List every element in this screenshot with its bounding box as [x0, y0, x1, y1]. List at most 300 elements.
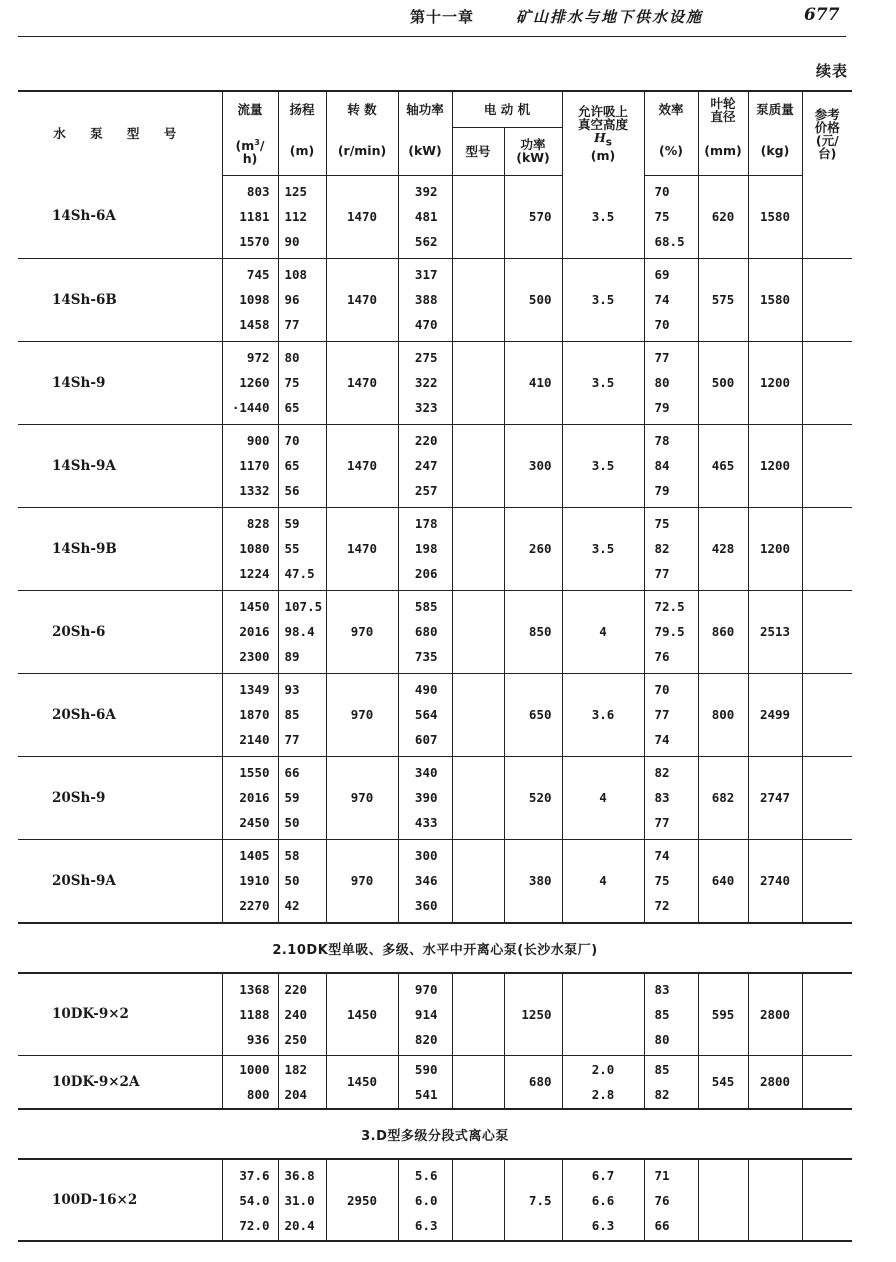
col-flow: 流量 — [222, 91, 278, 127]
suction-cell-value: 4 — [599, 873, 607, 889]
impeller-cell: 428 — [698, 507, 748, 590]
pump-spec-table — [18, 90, 852, 1242]
efficiency-cell — [644, 507, 698, 590]
suction-cell-value: 6.7 — [591, 1167, 615, 1183]
shaft-power-cell-value: 735 — [414, 649, 438, 664]
price-cell — [802, 424, 852, 507]
shaft-power-cell-value: 6.0 — [414, 1192, 438, 1208]
shaft-power-cell-value: 300 — [414, 848, 438, 864]
efficiency-cell-value: 84 — [654, 458, 670, 473]
speed-cell: 1470 — [326, 175, 398, 258]
flow-cell — [222, 507, 278, 590]
speed-cell: 970 — [326, 839, 398, 923]
motor-power-cell: 410 — [504, 341, 562, 424]
price-cell — [802, 341, 852, 424]
efficiency-cell — [644, 1159, 698, 1241]
head-cell — [278, 756, 326, 839]
efficiency-cell-value: 80 — [654, 1031, 670, 1047]
flow-cell — [222, 424, 278, 507]
head-cell-value: 80 — [284, 350, 300, 365]
flow-cell — [222, 175, 278, 258]
flow-cell-value: 1870 — [239, 707, 270, 722]
suction-cell-value: 2.8 — [591, 1086, 615, 1102]
suction-cell — [562, 424, 644, 507]
col-mass: 泵质量 — [748, 91, 802, 127]
head-cell — [278, 507, 326, 590]
flow-cell-value: 1188 — [239, 1006, 270, 1022]
head-cell-value: 50 — [284, 873, 300, 889]
flow-cell-value: 1000 — [239, 1061, 270, 1077]
flow-cell-value: 1080 — [239, 541, 270, 556]
head-cell-value: 107.5 — [284, 599, 323, 614]
price-cell — [802, 258, 852, 341]
shaft-power-cell-value: 220 — [414, 433, 438, 448]
impeller-line2: 直径 — [710, 108, 736, 124]
speed-cell: 970 — [326, 590, 398, 673]
head-cell-value: 77 — [284, 732, 300, 747]
speed-cell: 970 — [326, 756, 398, 839]
efficiency-cell-value: 74 — [654, 732, 670, 747]
head-cell-value: 36.8 — [284, 1167, 315, 1183]
mass-cell: 2740 — [748, 839, 802, 923]
page-number: 677 — [804, 5, 840, 25]
efficiency-cell-value: 71 — [654, 1167, 670, 1183]
efficiency-cell-value: 85 — [654, 1006, 670, 1022]
efficiency-cell — [644, 424, 698, 507]
motor-power-cell: 570 — [504, 175, 562, 258]
impeller-cell — [698, 1159, 748, 1241]
col-flow-unit — [222, 127, 278, 175]
suction-cell — [562, 839, 644, 923]
col-efficiency-unit: (%) — [644, 127, 698, 175]
shaft-power-cell-value: 275 — [414, 350, 438, 365]
table-row — [18, 756, 852, 839]
col-efficiency: 效率 — [644, 91, 698, 127]
table-row — [18, 1055, 852, 1109]
efficiency-cell — [644, 590, 698, 673]
speed-cell: 1470 — [326, 258, 398, 341]
section-title: 3.D型多级分段式离心泵 — [18, 1109, 852, 1159]
suction-cell-value: 3.6 — [591, 707, 615, 722]
flow-cell-value: 800 — [246, 1086, 270, 1102]
suction-line2: 真空高度 — [577, 116, 628, 132]
suction-cell — [562, 590, 644, 673]
head-cell-value: 65 — [284, 458, 300, 473]
flow-cell-value: 803 — [246, 184, 270, 199]
price-cell — [802, 590, 852, 673]
flow-cell-value: 828 — [246, 516, 270, 531]
efficiency-cell-value: 72.5 — [654, 599, 685, 614]
flow-cell-value: 1260 — [239, 375, 270, 390]
head-cell-value: 66 — [284, 765, 300, 780]
section-title: 2.10DK型单吸、多级、水平中开离心泵(长沙水泵厂) — [18, 923, 852, 973]
header-rule — [18, 36, 846, 37]
head-cell-value: 204 — [284, 1086, 308, 1102]
shaft-power-cell-value: 564 — [414, 707, 438, 722]
shaft-power-cell — [398, 673, 452, 756]
head-cell-value: 220 — [284, 981, 308, 997]
flow-unit-c: h) — [242, 151, 258, 167]
suction-cell-value: 6.6 — [591, 1192, 615, 1208]
efficiency-cell — [644, 1055, 698, 1109]
motor-type-cell — [452, 341, 504, 424]
motor-power-cell: 520 — [504, 756, 562, 839]
suction-cell — [562, 1055, 644, 1109]
shaft-power-cell-value: 206 — [414, 566, 438, 581]
pump-model: 20Sh-9A — [18, 839, 222, 923]
head-cell-value: 55 — [284, 541, 300, 556]
head-cell-value: 59 — [284, 790, 300, 805]
flow-cell — [222, 973, 278, 1055]
efficiency-cell-value: 74 — [654, 292, 670, 307]
col-speed-unit: (r/min) — [326, 127, 398, 175]
section-heading-row — [18, 923, 852, 973]
mass-cell: 1580 — [748, 175, 802, 258]
head-cell-value: 59 — [284, 516, 300, 531]
pump-model: 20Sh-6 — [18, 590, 222, 673]
motor-type-cell — [452, 175, 504, 258]
efficiency-cell-value: 76 — [654, 1192, 670, 1208]
efficiency-cell-value: 82 — [654, 1086, 670, 1102]
suction-cell — [562, 258, 644, 341]
col-shaft-power-unit: (kW) — [398, 127, 452, 175]
col-motor-power — [504, 127, 562, 175]
flow-unit-sup: 3 — [254, 138, 260, 148]
efficiency-cell-value: 79 — [654, 483, 670, 498]
head-cell-value: 65 — [284, 400, 300, 415]
flow-cell-value: 2300 — [239, 649, 270, 664]
flow-cell-value: 1098 — [239, 292, 270, 307]
efficiency-cell-value: 75 — [654, 873, 670, 889]
shaft-power-cell-value: 257 — [414, 483, 438, 498]
mass-cell: 1200 — [748, 507, 802, 590]
shaft-power-cell-value: 680 — [414, 624, 438, 639]
efficiency-cell-value: 76 — [654, 649, 670, 664]
efficiency-cell-value: 77 — [654, 815, 670, 830]
shaft-power-cell-value: 340 — [414, 765, 438, 780]
impeller-cell: 620 — [698, 175, 748, 258]
flow-cell-value: 1170 — [239, 458, 270, 473]
pump-model: 14Sh-6B — [18, 258, 222, 341]
efficiency-cell-value: 77 — [654, 350, 670, 365]
pump-model: 10DK-9×2A — [18, 1055, 222, 1109]
suction-cell — [562, 673, 644, 756]
price-cell — [802, 756, 852, 839]
shaft-power-cell-value: 914 — [414, 1006, 438, 1022]
flow-cell-value: 1550 — [239, 765, 270, 780]
col-motor: 电 动 机 — [452, 91, 562, 127]
head-cell — [278, 1055, 326, 1109]
flow-cell-value: 72.0 — [239, 1217, 270, 1233]
speed-cell: 1470 — [326, 424, 398, 507]
shaft-power-cell-value: 470 — [414, 317, 438, 332]
efficiency-cell-value: 85 — [654, 1061, 670, 1077]
efficiency-cell-value: 83 — [654, 981, 670, 997]
efficiency-cell-value: 79 — [654, 400, 670, 415]
pump-model: 14Sh-6A — [18, 175, 222, 258]
shaft-power-cell — [398, 973, 452, 1055]
shaft-power-cell-value: 392 — [414, 184, 438, 199]
efficiency-cell-value: 68.5 — [654, 234, 685, 249]
shaft-power-cell-value: 390 — [414, 790, 438, 805]
flow-unit-a: (m — [235, 138, 255, 154]
efficiency-cell — [644, 673, 698, 756]
suction-line1: 允许吸上 — [577, 103, 628, 119]
head-cell-value: 20.4 — [284, 1217, 315, 1233]
efficiency-cell-value: 69 — [654, 267, 670, 282]
shaft-power-cell-value: 6.3 — [414, 1217, 438, 1233]
efficiency-cell-value: 83 — [654, 790, 670, 805]
motor-type-cell — [452, 507, 504, 590]
flow-cell-value: 1910 — [239, 873, 270, 889]
col-shaft-power: 轴功率 — [398, 91, 452, 127]
head-cell — [278, 341, 326, 424]
efficiency-cell-value: 70 — [654, 184, 670, 199]
price-cell — [802, 1055, 852, 1109]
head-cell-value: 58 — [284, 848, 300, 864]
speed-cell: 1470 — [326, 507, 398, 590]
head-cell — [278, 673, 326, 756]
shaft-power-cell-value: 346 — [414, 873, 438, 889]
impeller-cell: 465 — [698, 424, 748, 507]
impeller-cell: 595 — [698, 973, 748, 1055]
price-cell — [802, 973, 852, 1055]
flow-cell — [222, 673, 278, 756]
head-cell-value: 93 — [284, 682, 300, 697]
motor-type-cell — [452, 756, 504, 839]
shaft-power-cell — [398, 590, 452, 673]
table-row — [18, 973, 852, 1055]
shaft-power-cell — [398, 424, 452, 507]
table-row — [18, 258, 852, 341]
table-row — [18, 341, 852, 424]
impeller-cell: 500 — [698, 341, 748, 424]
shaft-power-cell — [398, 258, 452, 341]
shaft-power-cell-value: 490 — [414, 682, 438, 697]
table-row — [18, 507, 852, 590]
motor-power-cell: 380 — [504, 839, 562, 923]
shaft-power-cell-value: 585 — [414, 599, 438, 614]
efficiency-cell-value: 80 — [654, 375, 670, 390]
motor-type-cell — [452, 258, 504, 341]
mass-cell: 2800 — [748, 1055, 802, 1109]
shaft-power-cell-value: 820 — [414, 1031, 438, 1047]
motor-type-cell — [452, 590, 504, 673]
suction-cell-value: 4 — [599, 790, 607, 805]
pump-model: 10DK-9×2 — [18, 973, 222, 1055]
motor-type-cell — [452, 1159, 504, 1241]
efficiency-cell-value: 74 — [654, 848, 670, 864]
head-cell-value: 112 — [284, 209, 308, 224]
flow-cell — [222, 258, 278, 341]
suction-cell-value: 3.5 — [591, 541, 615, 556]
price-cell — [802, 1159, 852, 1241]
head-cell-value: 42 — [284, 898, 300, 914]
motor-type-cell — [452, 424, 504, 507]
head-cell-value: 182 — [284, 1061, 308, 1077]
price-line1: 参考 — [814, 106, 840, 122]
impeller-cell: 800 — [698, 673, 748, 756]
head-cell-value: 250 — [284, 1031, 308, 1047]
head-cell-value: 98.4 — [284, 624, 315, 639]
col-price — [802, 91, 852, 175]
motor-power-cell: 500 — [504, 258, 562, 341]
shaft-power-cell-value: 317 — [414, 267, 438, 282]
efficiency-cell-value: 82 — [654, 541, 670, 556]
flow-cell — [222, 756, 278, 839]
efficiency-cell-value: 77 — [654, 566, 670, 581]
shaft-power-cell-value: 607 — [414, 732, 438, 747]
price-line4: 台) — [818, 145, 837, 161]
chapter-label: 第十一章 — [410, 8, 475, 26]
mass-cell: 2747 — [748, 756, 802, 839]
shaft-power-cell — [398, 1055, 452, 1109]
suction-cell — [562, 507, 644, 590]
section-heading-row — [18, 1109, 852, 1159]
speed-cell: 1450 — [326, 1055, 398, 1109]
head-cell — [278, 1159, 326, 1241]
head-cell — [278, 424, 326, 507]
table-row — [18, 1159, 852, 1241]
efficiency-cell-value: 70 — [654, 682, 670, 697]
col-suction — [562, 91, 644, 175]
suction-cell-value: 3.5 — [591, 208, 615, 224]
flow-cell-value: 972 — [246, 350, 270, 365]
efficiency-cell-value: 79.5 — [654, 624, 685, 639]
impeller-cell: 640 — [698, 839, 748, 923]
suction-cell — [562, 175, 644, 258]
price-line3: (元/ — [815, 132, 839, 148]
flow-cell-value: 1181 — [239, 209, 270, 224]
flow-cell-value: 900 — [246, 433, 270, 448]
pump-model: 14Sh-9 — [18, 341, 222, 424]
flow-cell — [222, 341, 278, 424]
pump-table-body — [18, 175, 852, 1241]
motor-power-unit: (kW) — [516, 150, 550, 165]
col-impeller-unit: (mm) — [698, 127, 748, 175]
mass-cell: 1200 — [748, 424, 802, 507]
head-cell — [278, 973, 326, 1055]
head-cell-value: 108 — [284, 267, 308, 282]
suction-cell-value: 3.5 — [591, 292, 615, 307]
shaft-power-cell — [398, 507, 452, 590]
impeller-line1: 叶轮 — [710, 95, 736, 111]
page-header — [18, 0, 846, 40]
suction-symbol-sub: s — [605, 136, 612, 149]
col-head-unit: (m) — [278, 127, 326, 175]
efficiency-cell-value: 82 — [654, 765, 670, 780]
head-cell — [278, 839, 326, 923]
efficiency-cell — [644, 973, 698, 1055]
shaft-power-cell-value: 323 — [414, 400, 438, 415]
shaft-power-cell-value: 970 — [414, 981, 438, 997]
efficiency-cell — [644, 341, 698, 424]
col-model: 水 泵 型 号 — [18, 91, 222, 175]
shaft-power-cell-value: 481 — [414, 209, 438, 224]
price-cell — [802, 673, 852, 756]
head-cell — [278, 175, 326, 258]
head-cell-value: 56 — [284, 483, 300, 498]
head-cell-value: 85 — [284, 707, 300, 722]
head-cell-value: 77 — [284, 317, 300, 332]
flow-cell-value: 2450 — [239, 815, 270, 830]
motor-type-cell — [452, 973, 504, 1055]
mass-cell: 2513 — [748, 590, 802, 673]
mass-cell: 2499 — [748, 673, 802, 756]
efficiency-cell — [644, 839, 698, 923]
flow-cell — [222, 839, 278, 923]
shaft-power-cell-value: 360 — [414, 898, 438, 914]
pump-model: 100D-16×2 — [18, 1159, 222, 1241]
shaft-power-cell-value: 433 — [414, 815, 438, 830]
suction-cell-value: 4 — [599, 624, 607, 639]
flow-cell-value: 54.0 — [239, 1192, 270, 1208]
speed-cell: 970 — [326, 673, 398, 756]
chapter-title: 矿山排水与地下供水设施 — [516, 8, 704, 26]
head-cell-value: 90 — [284, 234, 300, 249]
shaft-power-cell — [398, 175, 452, 258]
motor-type-cell — [452, 1055, 504, 1109]
shaft-power-cell-value: 198 — [414, 541, 438, 556]
flow-cell-value: 1570 — [239, 234, 270, 249]
mass-cell: 1580 — [748, 258, 802, 341]
table-row — [18, 673, 852, 756]
mass-cell: 1200 — [748, 341, 802, 424]
flow-cell-value: ·1440 — [231, 400, 270, 415]
head-cell — [278, 590, 326, 673]
efficiency-cell-value: 75 — [654, 209, 670, 224]
shaft-power-cell — [398, 839, 452, 923]
motor-type-cell — [452, 673, 504, 756]
flow-cell-value: 2140 — [239, 732, 270, 747]
shaft-power-cell-value: 590 — [414, 1061, 438, 1077]
col-motor-type: 型号 — [452, 127, 504, 175]
shaft-power-cell-value: 388 — [414, 292, 438, 307]
efficiency-cell — [644, 175, 698, 258]
mass-cell: 2800 — [748, 973, 802, 1055]
col-impeller — [698, 91, 748, 127]
speed-cell: 2950 — [326, 1159, 398, 1241]
speed-cell: 1450 — [326, 973, 398, 1055]
motor-power-cell: 300 — [504, 424, 562, 507]
impeller-cell: 575 — [698, 258, 748, 341]
suction-cell-value: 2.0 — [591, 1061, 615, 1077]
suction-cell — [562, 756, 644, 839]
shaft-power-cell-value: 322 — [414, 375, 438, 390]
motor-type-cell — [452, 839, 504, 923]
suction-cell — [562, 341, 644, 424]
flow-cell-value: 1368 — [239, 981, 270, 997]
motor-power-cell: 260 — [504, 507, 562, 590]
shaft-power-cell — [398, 1159, 452, 1241]
pump-model: 14Sh-9A — [18, 424, 222, 507]
pump-model: 14Sh-9B — [18, 507, 222, 590]
efficiency-cell-value: 72 — [654, 898, 670, 914]
col-mass-unit: (kg) — [748, 127, 802, 175]
flow-unit-b: / — [259, 138, 265, 154]
table-row — [18, 175, 852, 258]
flow-cell-value: 37.6 — [239, 1167, 270, 1183]
shaft-power-cell-value: 178 — [414, 516, 438, 531]
shaft-power-cell — [398, 756, 452, 839]
shaft-power-cell-value: 541 — [414, 1086, 438, 1102]
speed-cell: 1470 — [326, 341, 398, 424]
head-cell-value: 89 — [284, 649, 300, 664]
pump-model: 20Sh-6A — [18, 673, 222, 756]
table-row — [18, 424, 852, 507]
price-cell — [802, 507, 852, 590]
head-cell-value: 96 — [284, 292, 300, 307]
